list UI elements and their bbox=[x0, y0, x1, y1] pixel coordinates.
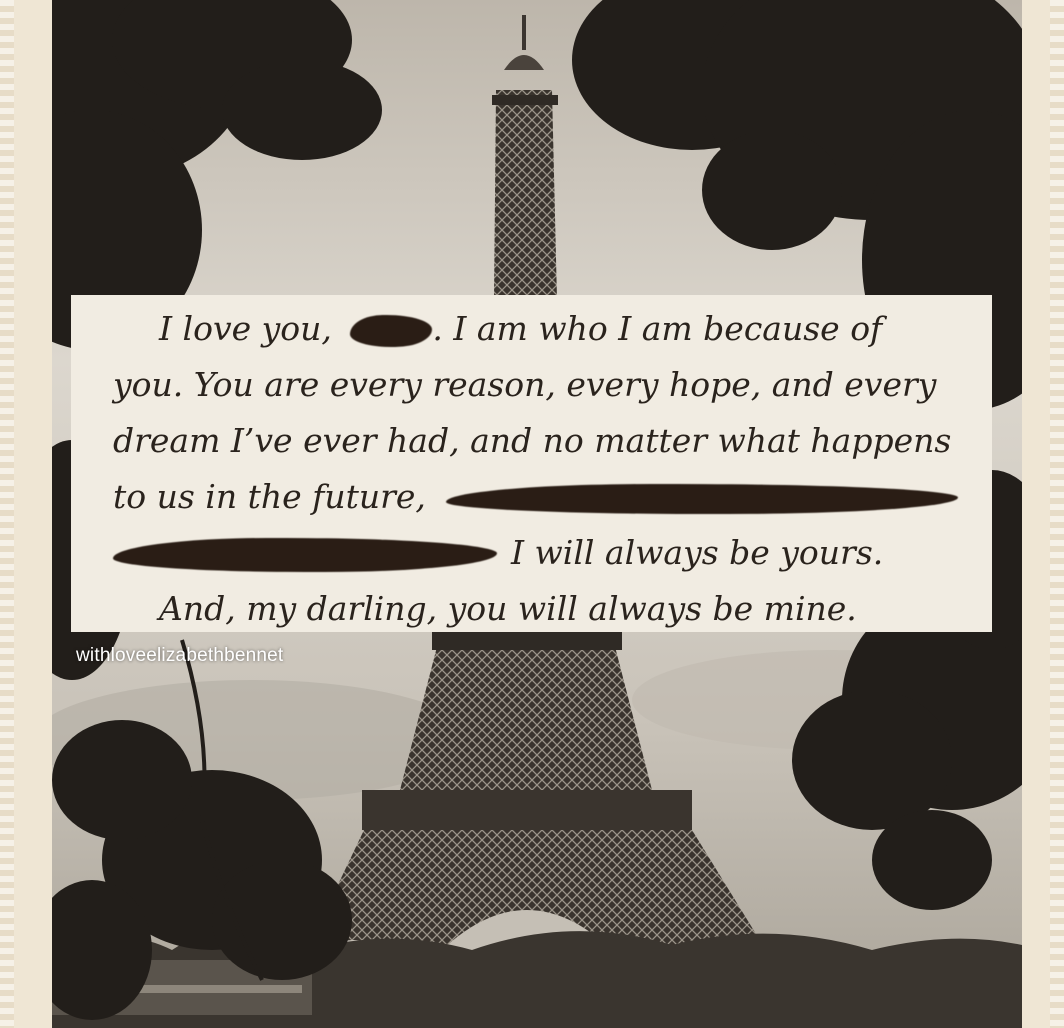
note-line-2: you. You are every reason, every hope, and every bbox=[113, 365, 937, 404]
note-line-4 bbox=[113, 469, 952, 525]
note-line-1 bbox=[113, 301, 952, 357]
deckled-edge-right bbox=[1050, 0, 1064, 1028]
phrase-redaction-1 bbox=[446, 484, 958, 514]
note-line-3: dream I’ve ever had, and no matter what happens bbox=[113, 421, 952, 460]
note-line-1-start: I love you, bbox=[159, 309, 332, 348]
note-line-4-text: to us in the future, bbox=[113, 477, 426, 516]
love-note-strip bbox=[71, 295, 992, 632]
note-line-5-text: I will always be yours. bbox=[511, 533, 884, 572]
note-line-6: And, my darling, you will always be mine. bbox=[159, 589, 857, 628]
note-line-5 bbox=[113, 525, 952, 581]
note-line-1-end: . I am who I am because of bbox=[432, 309, 883, 348]
phrase-redaction-2 bbox=[113, 538, 497, 572]
name-redaction bbox=[350, 315, 432, 347]
deckled-edge-left bbox=[0, 0, 14, 1028]
watermark-handle: withloveelizabethbennet bbox=[76, 645, 284, 666]
